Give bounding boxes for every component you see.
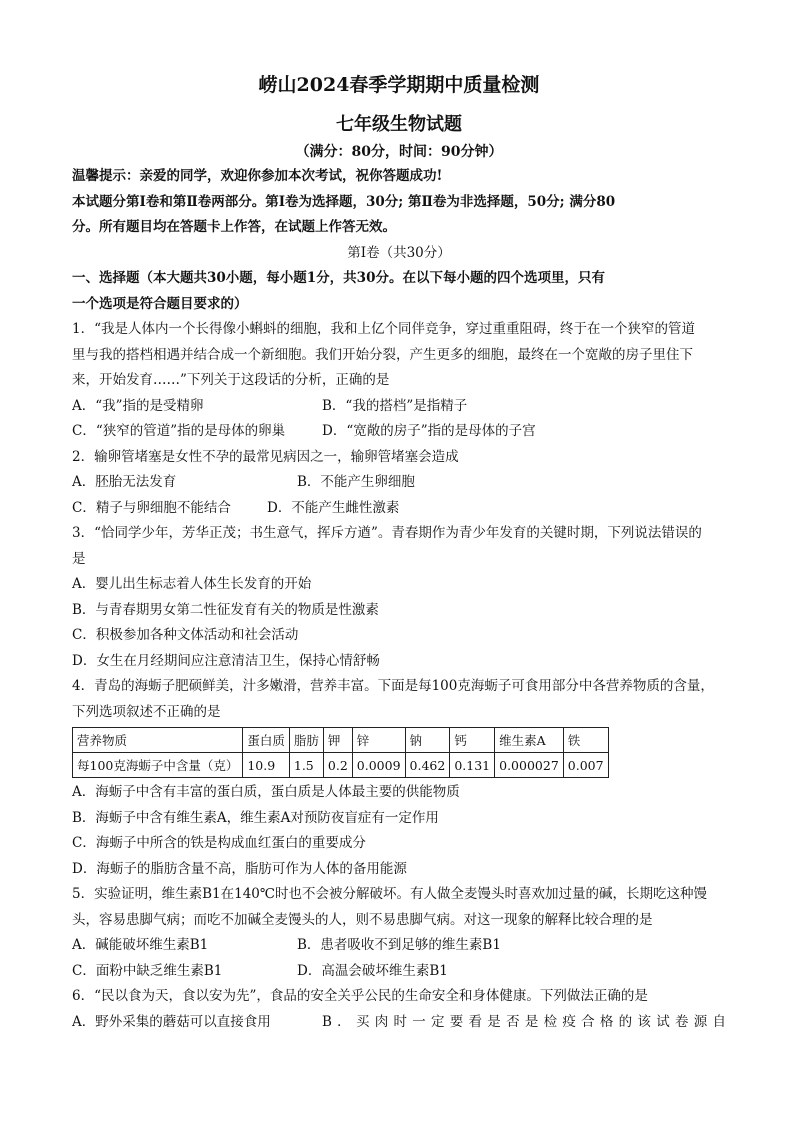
- question-5: [72, 882, 726, 984]
- option-a: A．海蛎子中含有丰富的蛋白质，蛋白质是人体最主要的供能物质: [72, 784, 460, 800]
- option-b: B．患者吸收不到足够的维生素B1: [297, 937, 501, 953]
- option-c: C．“狭窄的管道”指的是母体的卵巢: [72, 423, 286, 439]
- table-cell: 0.007: [563, 753, 608, 778]
- section-instruction-1: 一、选择题（本大题共30小题，每小题1分，共30分。在以下每小题的四个选项里，只有: [72, 270, 605, 286]
- table-cell: 每100克海蛎子中含量（克）: [73, 753, 243, 778]
- question-stem: 是: [72, 550, 86, 567]
- option-c: C．面粉中缺乏维生素B1: [72, 962, 223, 979]
- option-b: B．“我的搭档”是指精子: [322, 397, 468, 414]
- question-4: [72, 674, 726, 882]
- option-d: D．高温会破坏维生素B1: [297, 962, 448, 979]
- question-2: [72, 445, 726, 522]
- option-d: D．女生在月经期间应注意清洁卫生，保持心情舒畅: [72, 652, 380, 669]
- question-1: [72, 317, 726, 445]
- section-title: 第Ⅰ卷（共30分）: [347, 244, 451, 261]
- intro-line-2: 分。所有题目均在答题卡上作答，在试题上作答无效。: [72, 219, 396, 235]
- question-stem: 1．“我是人体内一个长得像小蝌蚪的细胞，我和上亿个同伴竞争，穿过重重阻碍，终于在一个狭窄的管道: [72, 321, 695, 337]
- intro-line-1: 本试题分第Ⅰ卷和第Ⅱ卷两部分。第Ⅰ卷为选择题，30分; 第Ⅱ卷为非选择题，50分; 满分80: [72, 193, 616, 210]
- exam-subject: 七年级生物试题: [336, 114, 462, 135]
- table-cell: 0.462: [405, 753, 450, 778]
- table-cell: 维生素A: [495, 728, 564, 753]
- table-cell: 10.9: [243, 753, 290, 778]
- table-cell: 钾: [323, 728, 352, 753]
- table-cell: 营养物质: [73, 728, 243, 753]
- option-d: D．海蛎子的脂肪含量不高，脂肪可作为人体的备用能源: [72, 860, 407, 877]
- option-b: B．不能产生卵细胞: [297, 474, 415, 490]
- table-cell: 锌: [352, 728, 405, 753]
- table-cell: 0.2: [323, 753, 352, 778]
- question-stem: 来，开始发育……”下列关于这段话的分析，正确的是: [72, 372, 390, 388]
- table-cell: 0.000027: [495, 753, 564, 778]
- option-a: A．野外采集的蘑菇可以直接食用: [72, 1013, 271, 1030]
- option-d: D．“宽敞的房子”指的是母体的子宫: [322, 423, 536, 439]
- question-stem: 6．“民以食为天，食以安为先”，食品的安全关乎公民的生命安全和身体健康。下列做法正确的是: [72, 988, 648, 1004]
- option-a: A．“我”指的是受精卵: [72, 397, 204, 414]
- table-row: [73, 753, 609, 778]
- question-6: [72, 984, 726, 1035]
- table-cell: 脂肪: [289, 728, 323, 753]
- nutrient-table: [72, 727, 609, 778]
- option-c: C．海蛎子中所含的铁是构成血红蛋白的重要成分: [72, 835, 366, 851]
- option-d: D．不能产生雌性激素: [267, 499, 400, 516]
- question-stem: 里与我的搭档相遇并结合成一个新细胞。我们开始分裂，产生更多的细胞，最终在一个宽敞的房子里住下: [72, 346, 693, 363]
- question-stem: 4．青岛的海蛎子肥硕鲜美，汁多嫩滑，营养丰富。下面是每100克海蛎子可食用部分中各营养物质的含量，: [72, 678, 714, 694]
- table-cell: 0.0009: [352, 753, 405, 778]
- option-a: A．碱能破坏维生素B1: [72, 937, 209, 953]
- section-instruction-2: 一个选项是符合题目要求的）: [72, 295, 248, 312]
- table-cell: 钠: [405, 728, 450, 753]
- option-c: C．积极参加各种文体活动和社会活动: [72, 627, 299, 643]
- exam-title: 崂山2024春季学期期中质量检测: [258, 74, 540, 96]
- table-header-row: [73, 728, 609, 753]
- exam-page: [72, 64, 726, 1035]
- question-stem: 下列选项叙述不正确的是: [72, 703, 221, 720]
- option-a: A．胚胎无法发育: [72, 474, 177, 490]
- question-stem: 5．实验证明，维生素B1在140℃时也不会被分解破坏。有人做全麦馒头时喜欢加过量的碱，长期吃这种馒: [72, 886, 707, 902]
- score-info: （满分：80分，时间：90分钟）: [295, 144, 503, 160]
- question-stem: 头，容易患脚气病；而吃不加碱全麦馒头的人，则不易患脚气病。对这一现象的解释比较合理的是: [72, 911, 653, 928]
- table-cell: 铁: [563, 728, 608, 753]
- question-stem: 2．输卵管堵塞是女性不孕的最常见病因之一，输卵管堵塞会造成: [72, 448, 459, 465]
- table-cell: 0.131: [450, 753, 495, 778]
- question-3: [72, 521, 726, 674]
- tip-text: 温馨提示：亲爱的同学，欢迎你参加本次考试，祝你答题成功!: [72, 168, 443, 184]
- option-b: B．海蛎子中含有维生素A，维生素A对预防夜盲症有一定作用: [72, 809, 439, 826]
- option-a: A．婴儿出生标志着人体生长发育的开始: [72, 576, 312, 592]
- table-cell: 1.5: [289, 753, 323, 778]
- table-cell: 钙: [450, 728, 495, 753]
- question-stem: 3．“恰同学少年，芳华正茂；书生意气，挥斥方遒”。青春期作为青少年发育的关键时期，下列说法错误的: [72, 525, 702, 541]
- option-b: B．买肉时一定要看是否是检疫合格的该试卷源自: [322, 1013, 726, 1030]
- option-c: C．精子与卵细胞不能结合: [72, 499, 231, 516]
- option-b: B．与青春期男女第二性征发育有关的物质是性激素: [72, 601, 379, 618]
- table-cell: 蛋白质: [243, 728, 290, 753]
